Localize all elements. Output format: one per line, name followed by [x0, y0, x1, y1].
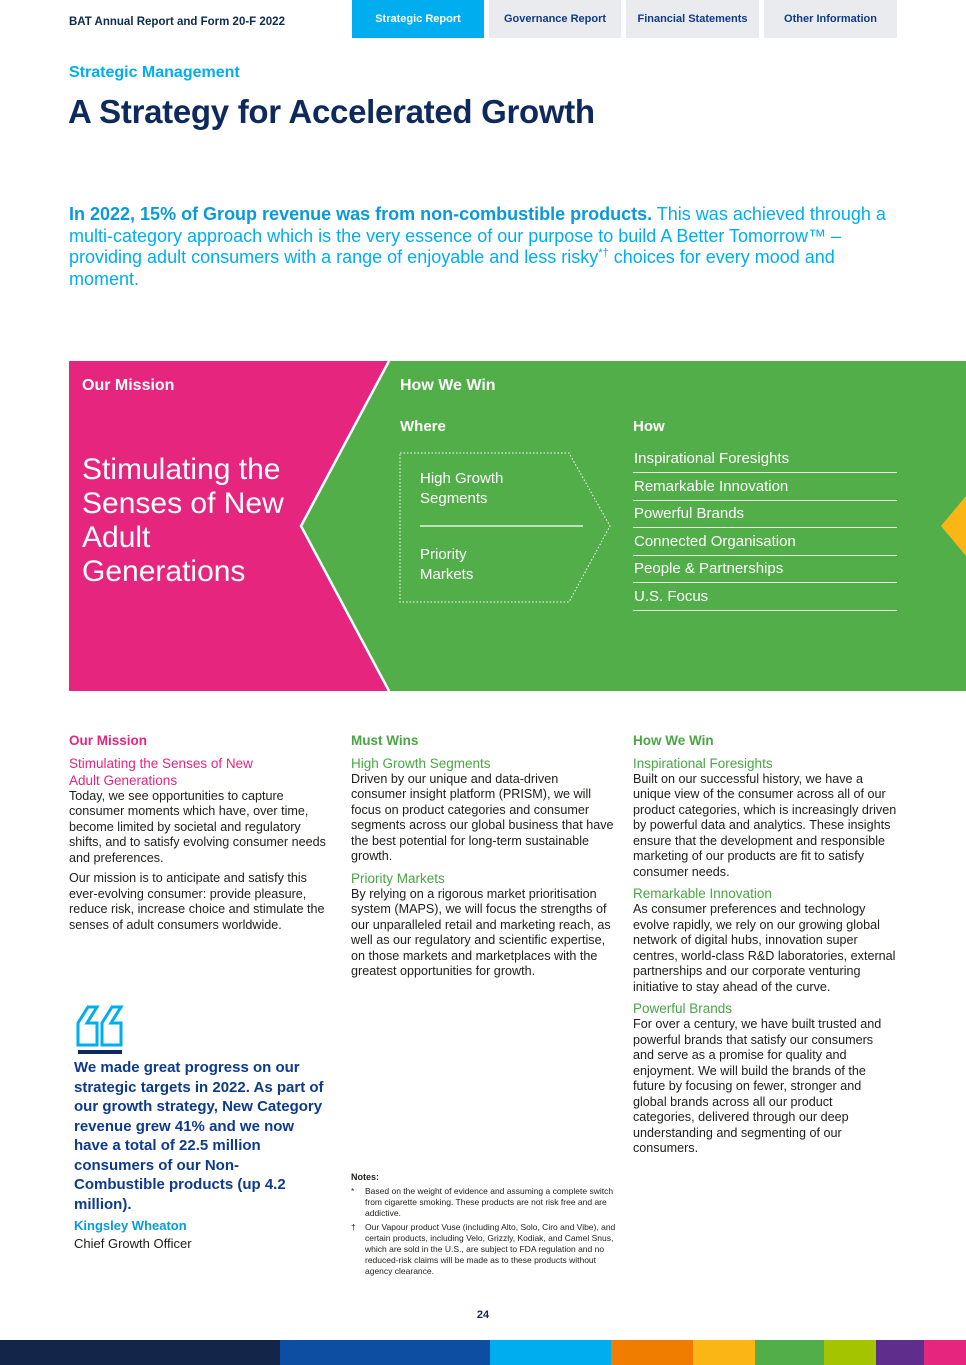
- footer-segment: [824, 1340, 876, 1365]
- quote-author-name: Kingsley Wheaton: [74, 1218, 187, 1233]
- footnotes: [351, 1172, 617, 1280]
- mission-label: Our Mission: [82, 377, 175, 394]
- footnote-text: Our Vapour product Vuse (including Alto, Solo, Ciro and Vibe), and certain products, including Velo, Grizzly, Kodiak, and Camel Snus, which are sold in the U.S., are subject to FDA regulation and no reduced-risk claims will be made as to these products without agency clearance.: [365, 1222, 616, 1276]
- intro-text-end: choices for every mood and moment.: [69, 247, 835, 289]
- tab-financial-statements[interactable]: Financial Statements: [626, 0, 759, 38]
- footnote: [351, 1186, 617, 1219]
- mission-paragraph: Today, we see opportunities to capture consumer moments which have, over time, become limited by societal and regulatory shifts, and to satisfy evolving consumer needs and preferences.: [69, 788, 326, 865]
- footnote-symbol: *: [351, 1186, 355, 1196]
- where-item-priority-markets[interactable]: Priority Markets: [420, 546, 474, 583]
- how-we-win-heading: How We Win: [633, 733, 714, 748]
- how-item-remarkable-innovation[interactable]: Remarkable Innovation: [633, 475, 897, 501]
- must-wins-section-title: Priority Markets: [351, 870, 445, 886]
- page-number: 24: [476, 1309, 490, 1321]
- footer-segment: [755, 1340, 824, 1365]
- section-kicker: Strategic Management: [69, 64, 240, 81]
- how-item-people-partnerships[interactable]: People & Partnerships: [633, 557, 897, 583]
- footer-segment: [490, 1340, 611, 1365]
- intro-text: This was achieved through a multi-category approach which is the very essence of our purpose to build A Better Tomorrow™ – providing adult consumers with a range of enjoyable and less risky: [69, 204, 886, 267]
- how-we-win-section-body: For over a century, we have built trusted and powerful brands that satisfy our consumers and serve as a promise for quality and enjoyment. We will build the brands of the future by focusing on fewer, stronger and global brands across all our product categories, delivered through our deep understanding and segmenting of our consumers.: [633, 1017, 882, 1155]
- page-title: A Strategy for Accelerated Growth: [68, 93, 595, 130]
- footer-segment: [924, 1340, 966, 1365]
- how-we-win-section-title: Remarkable Innovation: [633, 886, 772, 901]
- how-we-win-column: [633, 733, 897, 1162]
- footer-color-bar: [0, 1340, 966, 1365]
- how-we-win-section-title: Powerful Brands: [633, 1001, 733, 1016]
- how-item-us-focus[interactable]: U.S. Focus: [633, 585, 897, 611]
- how-we-win-section-title: Inspirational Foresights: [633, 755, 773, 771]
- how-we-win-section-body: Built on our successful history, we have a unique view of the consumer across all of our product categories, which is increasingly driven by powerful data and analytics. These insights ensure that the development and responsible marketing of our products are fit to satisfy consumer needs.: [633, 771, 897, 879]
- quote-text: We made great progress on our strategic targets in 2022. As part of our growth strategy, New Category revenue grew 41% and we now have a total of 22.5 million consumers of our Non-Combustible products (up 4.2 million).: [74, 1059, 324, 1213]
- tab-other-information[interactable]: Other Information: [764, 0, 897, 38]
- must-wins-section-title: High Growth Segments: [351, 755, 491, 771]
- mission-paragraph: Our mission is to anticipate and satisfy this ever-evolving consumer: provide pleasure, reduce risk, increase choice and stimulate the senses of adult consumers worldwide.: [69, 871, 325, 932]
- mission-subheading: Stimulating the Senses of New Adult Generations: [69, 755, 253, 788]
- notes-title: Notes:: [351, 1172, 380, 1182]
- quote-author-role: Chief Growth Officer: [74, 1236, 192, 1251]
- footnote-text: Based on the weight of evidence and assuming a complete switch from cigarette smoking. These products are not risk free and are addictive.: [365, 1186, 614, 1218]
- mission-heading: Our Mission: [69, 733, 148, 748]
- strategy-diagram: [69, 361, 966, 691]
- how-list: [633, 447, 897, 612]
- footer-segment: [876, 1340, 924, 1365]
- footer-segment: [611, 1340, 693, 1365]
- must-wins-section-body: By relying on a rigorous market prioritisation system (MAPS), we will focus the strengths of our unparalleled retail and marketing reach, as well as our regulatory and scientific expertise, on those markets and marketplaces with the greatest opportunities for growth.: [351, 886, 611, 978]
- how-item-connected-organisation[interactable]: Connected Organisation: [633, 530, 897, 556]
- tab-governance-report[interactable]: Governance Report: [489, 0, 621, 38]
- footnote: [351, 1222, 617, 1277]
- footer-segment: [693, 1340, 755, 1365]
- how-we-win-label: How We Win: [400, 377, 496, 394]
- mission-column: [69, 733, 333, 938]
- footer-segment: [280, 1340, 490, 1365]
- must-wins-section-body: Driven by our unique and data-driven consumer insight platform (PRISM), we will focus on product categories and consumer segments across our global business that have the best potential for long-term sustainable growth.: [351, 771, 614, 863]
- how-item-inspirational-foresights[interactable]: Inspirational Foresights: [633, 447, 897, 473]
- how-label: How: [633, 418, 665, 435]
- must-wins-heading: Must Wins: [351, 733, 419, 748]
- document-title: BAT Annual Report and Form 20-F 2022: [69, 16, 285, 28]
- mission-statement: Stimulating the Senses of New Adult Generations: [82, 453, 284, 588]
- how-we-win-section-body: As consumer preferences and technology evolve rapidly, we rely on our growing global network of digital hubs, innovation super centres, world-class R&D laboratories, external partnerships and our corporate venturing initiative to stay ahead of the curve.: [633, 902, 896, 994]
- intro-highlight: In 2022, 15% of Group revenue was from non-combustible products.: [69, 204, 653, 224]
- intro-paragraph: [69, 204, 899, 290]
- intro-footnote-marker: *†: [598, 247, 609, 259]
- where-item-high-growth-segments[interactable]: High Growth Segments: [420, 470, 504, 507]
- footer-segment: [0, 1340, 280, 1365]
- quote-rule: [78, 1050, 122, 1054]
- where-label: Where: [400, 418, 446, 435]
- quote-icon: [75, 1005, 127, 1047]
- how-item-powerful-brands[interactable]: Powerful Brands: [633, 502, 897, 528]
- must-wins-column: [351, 733, 615, 985]
- footnote-symbol: †: [351, 1222, 356, 1232]
- tab-strategic-report[interactable]: Strategic Report: [352, 0, 484, 38]
